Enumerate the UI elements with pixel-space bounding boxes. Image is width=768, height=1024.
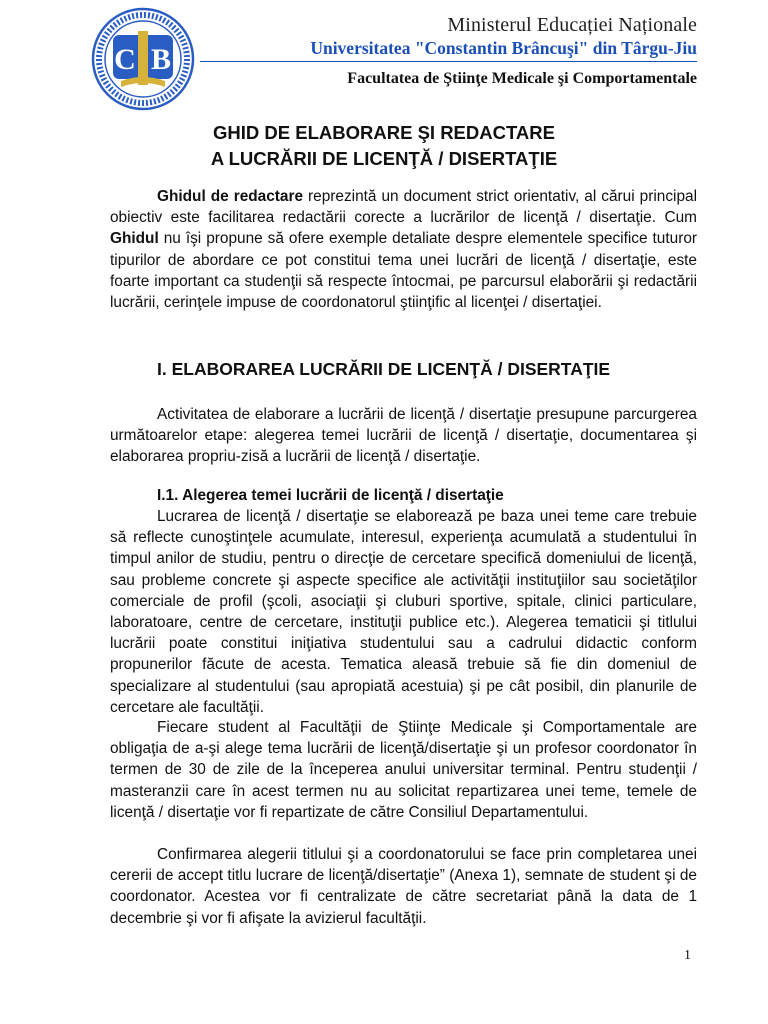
faculty-header: Facultatea de Ştiinţe Medicale şi Comportamentale [347, 70, 697, 87]
document-title-line1: GHID DE ELABORARE ŞI REDACTARE [213, 122, 555, 143]
subsection-heading: I.1. Alegerea temei lucrării de licenţă / disertaţie [157, 487, 504, 504]
subsection-paragraph-1: Lucrarea de licenţă / disertaţie se elaborează pe baza unei teme care trebuie să reflecte cunoştinţele acumulate, interesul, experienţa acumulată a studentului în timpul anilor de studiu, pentru o direcţie de cercetare specifică domeniului de licenţă, sau probleme concrete şi aspecte specifice ale activităţii instituţiilor sau societăţilor comerciale de profil (şcoli, asociaţii şi cluburi sportive, spitale, clinici particulare, laboratoare, centre de cercetare, instituţii publice etc.). Alegerea tematicii şi titlului lucrării poate constitui iniţiativa studentului sau a cadrului didactic conform propunerilor făcute de acesta. Tematica aleasă trebuie să fie din domeniul de specializare al studentului (sau apropiată acestuia) şi pe cât posibil, din planurile de cercetare ale facultăţii. [110, 508, 697, 716]
subsection-paragraph-3: Confirmarea alegerii titlului şi a coordonatorului se face prin completarea unei cererii de accept titlu lucrare de licenţă/disertaţie” (Anexa 1), semnate de student şi de coordonator. Acestea vor fi centralizate de către secretariat până la data de 1 decembrie şi vor fi afişate la avizierul facultăţii. [110, 846, 697, 927]
intro-paragraph [110, 186, 697, 313]
logo-letter-b: B [150, 43, 172, 76]
intro-text-2: nu îşi propune să ofere exemple detaliate despre elementele specifice tuturor tipurilor de abordare ce pot constitui tema unei lucrări de licenţă / disertaţie, este foarte important ca studenţii să respecte întocmai, pe parcursul elaborării şi redactării lucrării, cerinţele impuse de coordonatorul ştiinţific al licenţei / disertaţiei. [110, 230, 697, 312]
section-paragraph: Activitatea de elaborare a lucrării de licenţă / disertaţie presupune parcurgerea următoarelor etape: alegerea temei lucrării de licenţă / disertaţie, documentarea şi elaborarea propriu-zisă a lucrării de licenţă / disertaţie. [110, 406, 697, 466]
ministry-header: Ministerul Educației Naționale [447, 14, 697, 36]
intro-bold-ghidul: Ghidul [110, 230, 159, 248]
intro-bold-ghidul-de-redactare: Ghidul de redactare [157, 188, 304, 205]
intro-text-1: reprezintă un document strict orientativ, al cărui principal obiectiv este facilitarea redactării corecte a lucrărilor de licenţă / disertaţie. Cum [110, 188, 697, 227]
university-header: Universitatea "Constantin Brâncuşi" din Târgu-Jiu [310, 38, 697, 58]
page-number: 1 [684, 948, 691, 963]
subsection-paragraph-2: Fiecare student al Facultăţii de Ştiinţe Medicale şi Comportamentale are obligaţia de a-şi alege tema lucrării de licenţă/disertaţie şi un profesor coordonator în termen de 30 de zile de la începerea anului universitar terminal. Pentru studenţii / masteranzii care în acest termen nu au solicitat repartizarea unei teme, temele de licenţă / disertaţie vor fi repartizate de către Consiliul Departamentului. [110, 719, 697, 821]
header-rule [200, 61, 697, 62]
document-title-line2: A LUCRĂRII DE LICENŢĂ / DISERTAŢIE [210, 148, 558, 169]
logo-letter-c: C [114, 43, 136, 76]
university-logo [91, 7, 195, 111]
section-heading: I. ELABORAREA LUCRĂRII DE LICENŢĂ / DISERTAŢIE [157, 359, 611, 379]
